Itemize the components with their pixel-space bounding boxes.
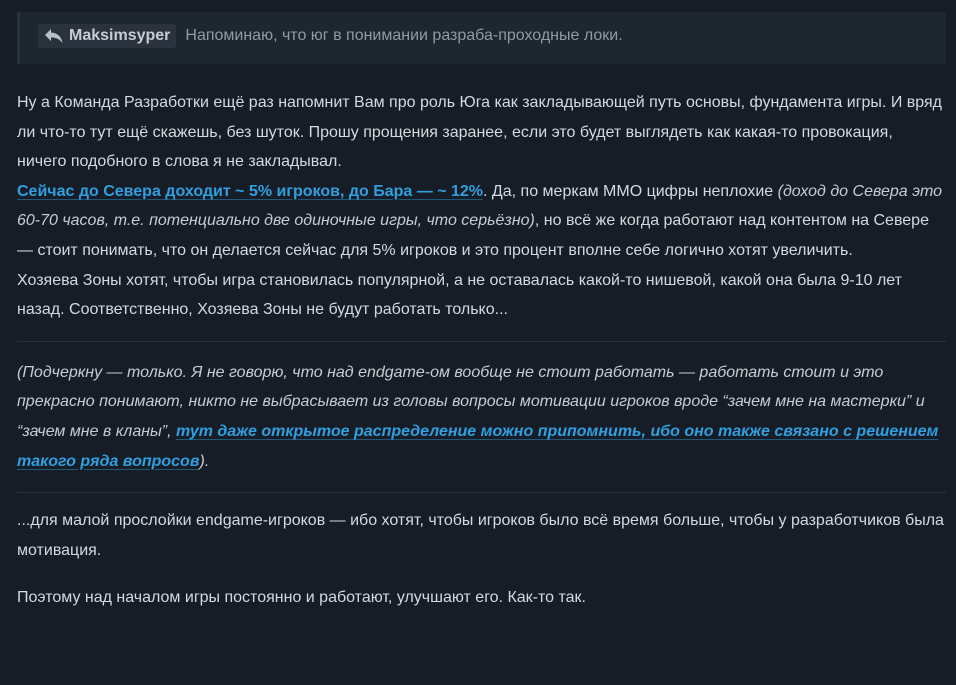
quote-block: [17, 12, 946, 64]
reply-arrow-icon: [44, 28, 64, 44]
paragraph-2-rest: , но всё же когда работают над контентом на Севере — стоит понимать, что он делается сейчас для 5% игроков и это процент вполне себе логично хотят увеличить.: [17, 212, 929, 259]
quote-text: Напоминаю, что юг в понимании разраба-проходные локи.: [185, 27, 623, 44]
aside-paragraph: [17, 358, 946, 476]
paragraph-3: Хозяева Зоны хотят, чтобы игра становилась популярной, а не оставалась какой-то нишевой, какой она была 9-10 лет назад. Соответственно, Хозяева Зоны не будут работать только...: [17, 271, 902, 319]
stats-link[interactable]: Сейчас до Севера доходит ~ 5% игроков, до Бара — ~ 12%: [17, 182, 484, 200]
aside-italic: (Подчеркну — только. Я не говорю, что над endgame-ом вообще не стоит работать — работать стоит и это прекрасно понимают, никто не выбрасывает из головы вопросы мотивации игроков вроде “зачем мне на мастерки” и “зачем мне в кланы”,: [17, 363, 925, 440]
paragraph-2-italic: (доход до Севера это 60-70 часов, т.е. потенциально две одиночные игры, что серьёзно): [17, 182, 943, 230]
paragraph-2-after-link: . Да, по меркам ММО цифры неплохие: [483, 182, 778, 200]
distribution-link[interactable]: тут даже открытое распределение можно припомнить, ибо оно также связано с решением такого ряда вопросов: [17, 422, 939, 470]
quote-author-link[interactable]: [38, 24, 176, 48]
paragraph-1: Ну а Команда Разработки ещё раз напомнит Вам про роль Юга как закладывающей путь основы, фундамента игры. И вряд ли что-то тут ещё скажешь, без шуток. Прошу прощения заранее, если это будет выглядеть как какая-то провокация, ничего подобного в слова я не закладывал.: [17, 94, 942, 171]
post-body: [17, 88, 946, 613]
aside-end: ).: [199, 452, 210, 470]
paragraph-4: ...для малой прослойки endgame-игроков — ибо хотят, чтобы игроков было всё время больше, чтобы у разработчиков была мотивация.: [17, 512, 944, 559]
paragraph-5: Поэтому над началом игры постоянно и работают, улучшают его. Как-то так.: [17, 589, 586, 607]
paragraph-2: [17, 177, 946, 266]
quote-author-name: Maksimsyper: [69, 27, 171, 44]
